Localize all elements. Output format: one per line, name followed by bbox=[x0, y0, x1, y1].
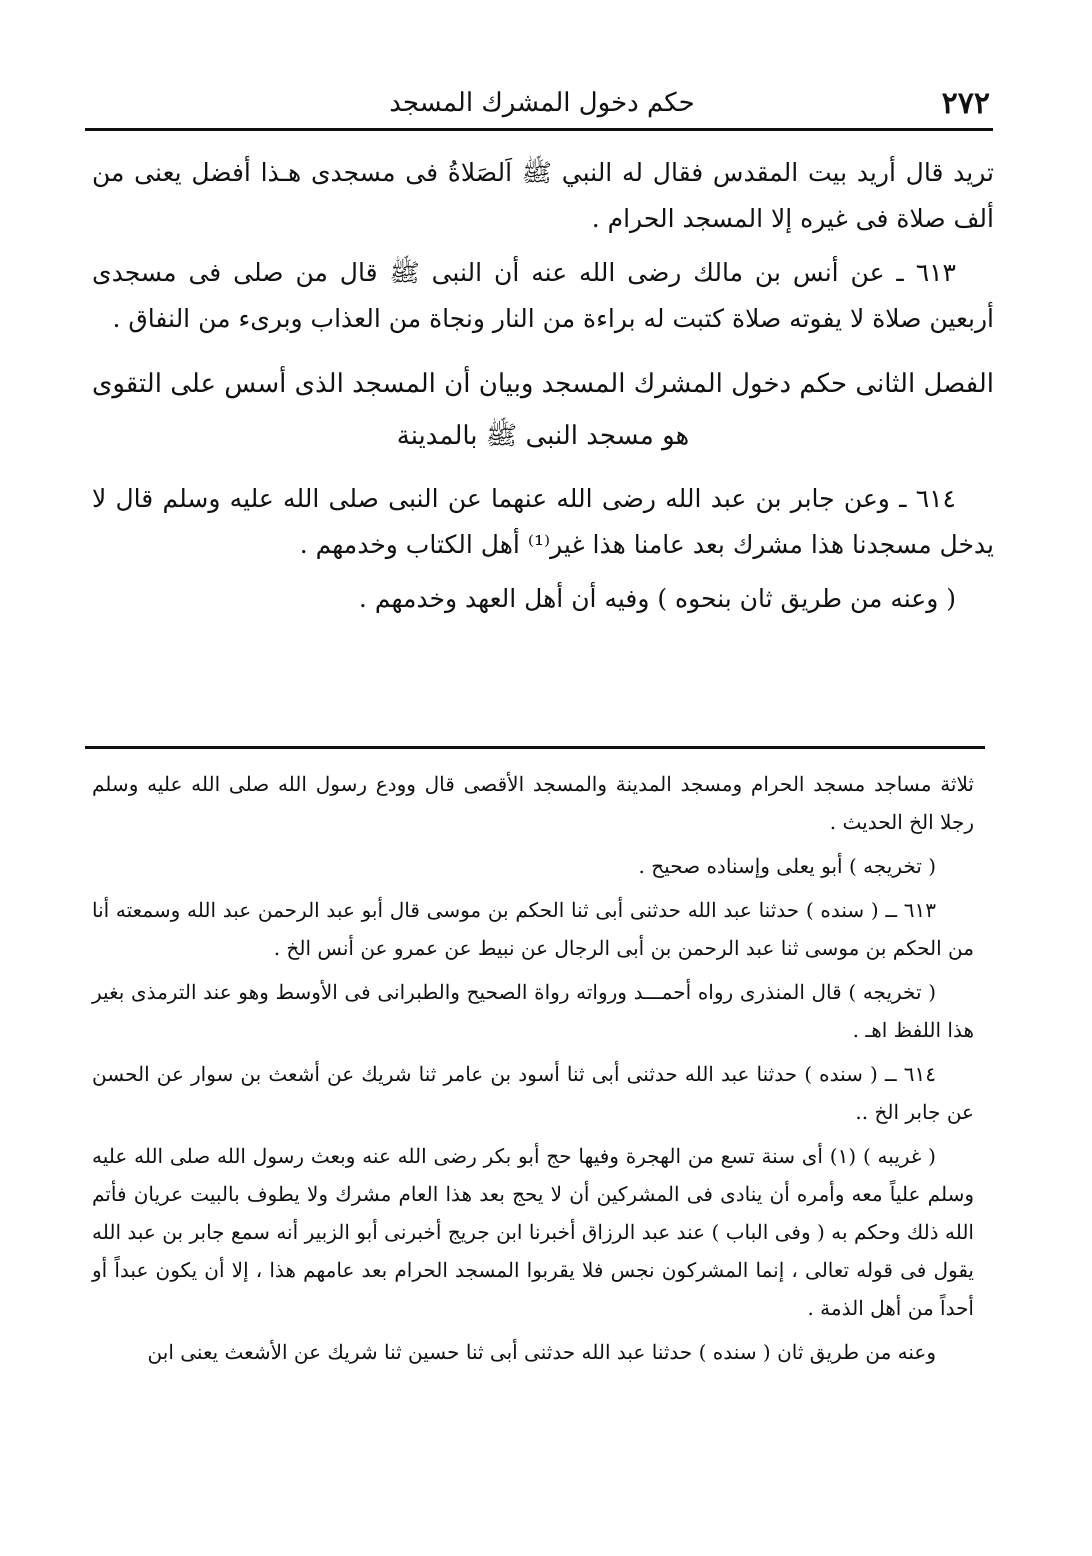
main-text bbox=[92, 150, 994, 630]
footnote: ٦١٣ ــ ( سنده ) حدثنا عبد الله حدثنى أبى ثنا الحكم بن موسى قال أبو عبد الرحمن عبد الله وسمعته أنا من الحكم بن موسى ثنا عبد الرحمن بن أبى الرجال عن نبيط عن عمرو عن أنس الخ . bbox=[92, 898, 974, 960]
footnote: وعنه من طريق ثان ( سنده ) حدثنا عبد الله حدثنى أبى ثنا حسين ثنا شريك عن الأشعث يعنى ابن bbox=[147, 1340, 936, 1364]
running-title: حكم دخول المشرك المسجد bbox=[389, 88, 695, 118]
section-heading-line: هو مسجد النبى ﷺ بالمدينة bbox=[396, 421, 690, 451]
header-rule bbox=[85, 128, 993, 131]
hadith-614: ٦١٤ ـ وعن جابر بن عبد الله رضى الله عنهما عن النبى صلى الله عليه وسلم قال لا يدخل مسجدنا هذا مشرك بعد عامنا هذا غير⁽¹⁾ أهل الكتاب وخدمهم . bbox=[92, 484, 994, 559]
section-heading-line: الفصل الثانى حكم دخول المشرك المسجد وبيان أن المسجد الذى أسس على التقوى bbox=[92, 369, 994, 399]
footnote: ( تخريجه ) قال المنذرى رواه أحمـــد ورواته رواة الصحيح والطبرانى فى الأوسط وهو عند الترمذى بغير هذا اللفظ اهـ . bbox=[92, 980, 974, 1042]
page-number: ٢٧٢ bbox=[941, 86, 990, 121]
footnote: ( غريبه ) (١) أى سنة تسع من الهجرة وفيها حج أبو بكر رضى الله عنه وبعث رسول الله صلى الله عليه وسلم علياً معه وأمره أن ينادى فى المشركين أن لا يحج بعد هذا العام مشرك ولا يطوف بالبيت عريان فأتم الله ذلك وحكم به ( وفى الباب ) عند عبد الرزاق أخبرنا ابن جريج أخبرنى أبو الزبير أنه سمع جابر بن عبد الله يقول فى قوله تعالى ، إنما المشركون نجس فلا يقربوا المسجد الحرام بعد عامهم هذا ، إلا أن يكون عبداً أو أحداً من أهل الذمة . bbox=[92, 1144, 974, 1320]
section-heading bbox=[92, 358, 994, 462]
footnote-separator bbox=[85, 746, 985, 749]
hadith-614-variant: ( وعنه من طريق ثان بنحوه ) وفيه أن أهل العهد وخدمهم . bbox=[358, 584, 956, 613]
footnotes bbox=[92, 765, 974, 1377]
footnote: ثلاثة مساجد مسجد الحرام ومسجد المدينة والمسجد الأقصى قال وودع رسول الله صلى الله عليه وسلم رجلا الخ الحديث . bbox=[92, 772, 974, 834]
footnote: ٦١٤ ــ ( سنده ) حدثنا عبد الله حدثنى أبى ثنا أسود بن عامر ثنا شريك عن أشعث بن سوار عن الحسن عن جابر الخ .. bbox=[92, 1062, 974, 1124]
hadith-613: ٦١٣ ـ عن أنس بن مالك رضى الله عنه أن النبى ﷺ قال من صلى فى مسجدى أربعين صلاة لا يفوته صلاة كتبت له براءة من النار ونجاة من العذاب وبرىء من النفاق . bbox=[92, 258, 994, 333]
page-header bbox=[92, 84, 992, 128]
footnote: ( تخريجه ) أبو يعلى وإسناده صحيح . bbox=[638, 854, 936, 878]
main-paragraph: تريد قال أريد بيت المقدس فقال له النبي ﷺ اَلصَلاةُ فى مسجدى هـذا أفضل يعنى من ألف صلاة فى غيره إلا المسجد الحرام . bbox=[92, 158, 994, 233]
